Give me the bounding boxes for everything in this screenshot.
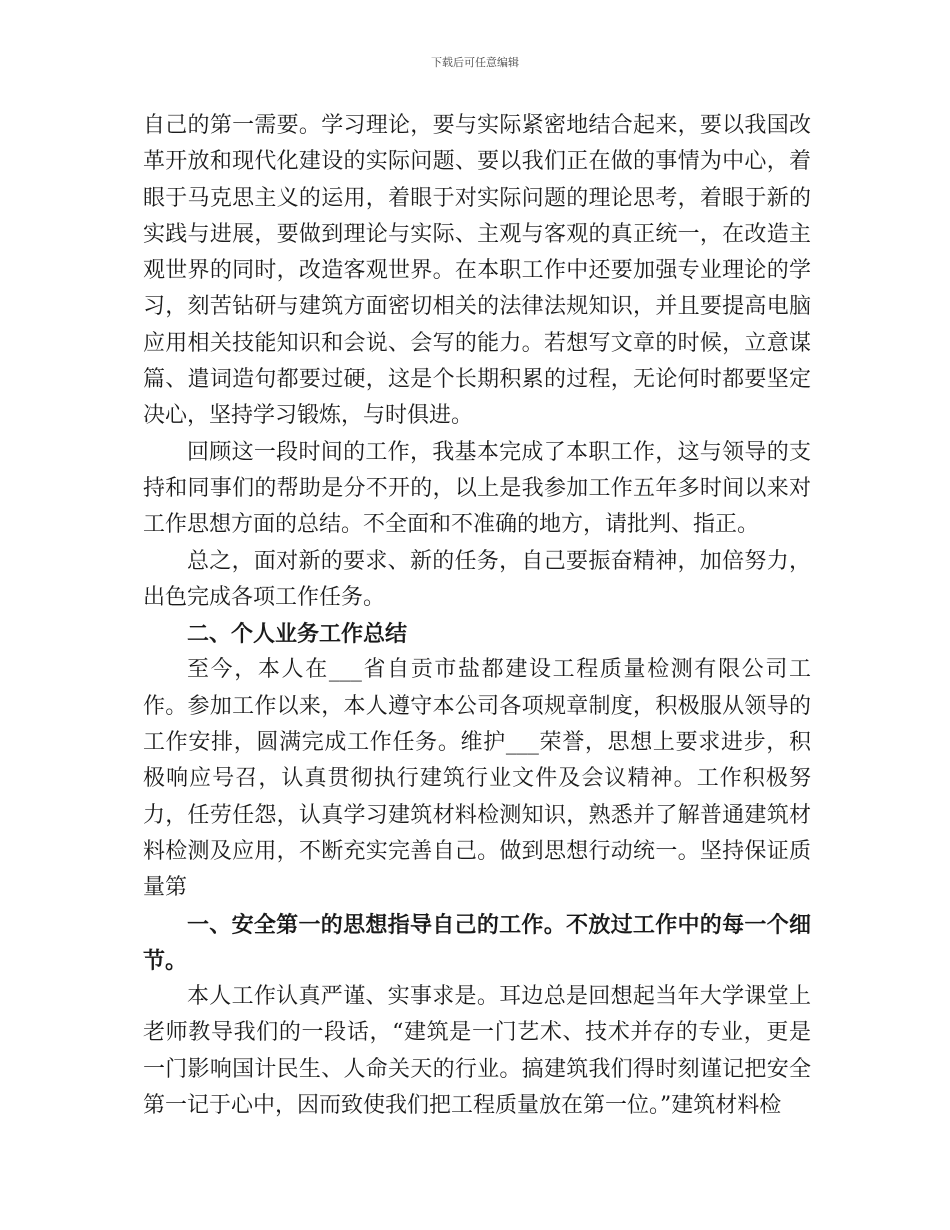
paragraph-work-attitude: 本人工作认真严谨、实事求是。耳边总是回想起当年大学课堂上老师教导我们的一段话，“建筑是一门艺术、技术并存的专业，更是一门影响国计民生、人命关天的行业。搞建筑我们得时刻谨记把安全第一记于心中，因而致使我们把工程质量放在第一位。”建筑材料检 [143,984,811,1119]
paragraph-work-intro: 至今，本人在___省自贡市盐都建设工程质量检测有限公司工作。参加工作以来，本人遵守本公司各项规章制度，积极服从领导的工作安排，圆满完成工作任务。维护___荣誉，思想上要求进步，积极响应号召，认真贯彻执行建筑行业文件及会议精神。工作积极努力，任劳任怨，认真学习建筑材料检测知识，熟悉并了解普通建筑材料检测及应用，不断充实完善自己。做到思想行动统一。坚持保证质量第 [143,657,811,901]
paragraph-conclusion: 总之，面对新的要求、新的任务，自己要振奋精神，加倍努力，出色完成各项工作任务。 [143,548,811,610]
section-heading-business-summary: 二、个人业务工作总结 [187,621,408,648]
paragraph-review: 回顾这一段时间的工作，我基本完成了本职工作，这与领导的支持和同事们的帮助是分不开的，以上是我参加工作五年多时间以来对工作思想方面的总结。不全面和不准确的地方，请批判、指正。 [143,439,811,538]
subheading-safety-first: 一、安全第一的思想指导自己的工作。不放过工作中的每一个细节。 [143,911,811,974]
page-header: 下载后可任意编辑 [431,56,519,69]
paragraph-continuation: 自己的第一需要。学习理论，要与实际紧密地结合起来，要以我国改革开放和现代化建设的实际问题、要以我们正在做的事情为中心，着眼于马克思主义的运用，着眼于对实际问题的理论思考，着眼于新的实践与进展，要做到理论与实际、主观与客观的真正统一，在改造主观世界的同时，改造客观世界。在本职工作中还要加强专业理论的学习，刻苦钻研与建筑方面密切相关的法律法规知识，并且要提高电脑应用相关技能知识和会说、会写的能力。若想写文章的时候，立意谋篇、遣词造句都要过硬，这是个长期积累的过程，无论何时都要坚定决心，坚持学习锻炼，与时俱进。 [143,113,811,429]
document-body [143,108,811,1124]
